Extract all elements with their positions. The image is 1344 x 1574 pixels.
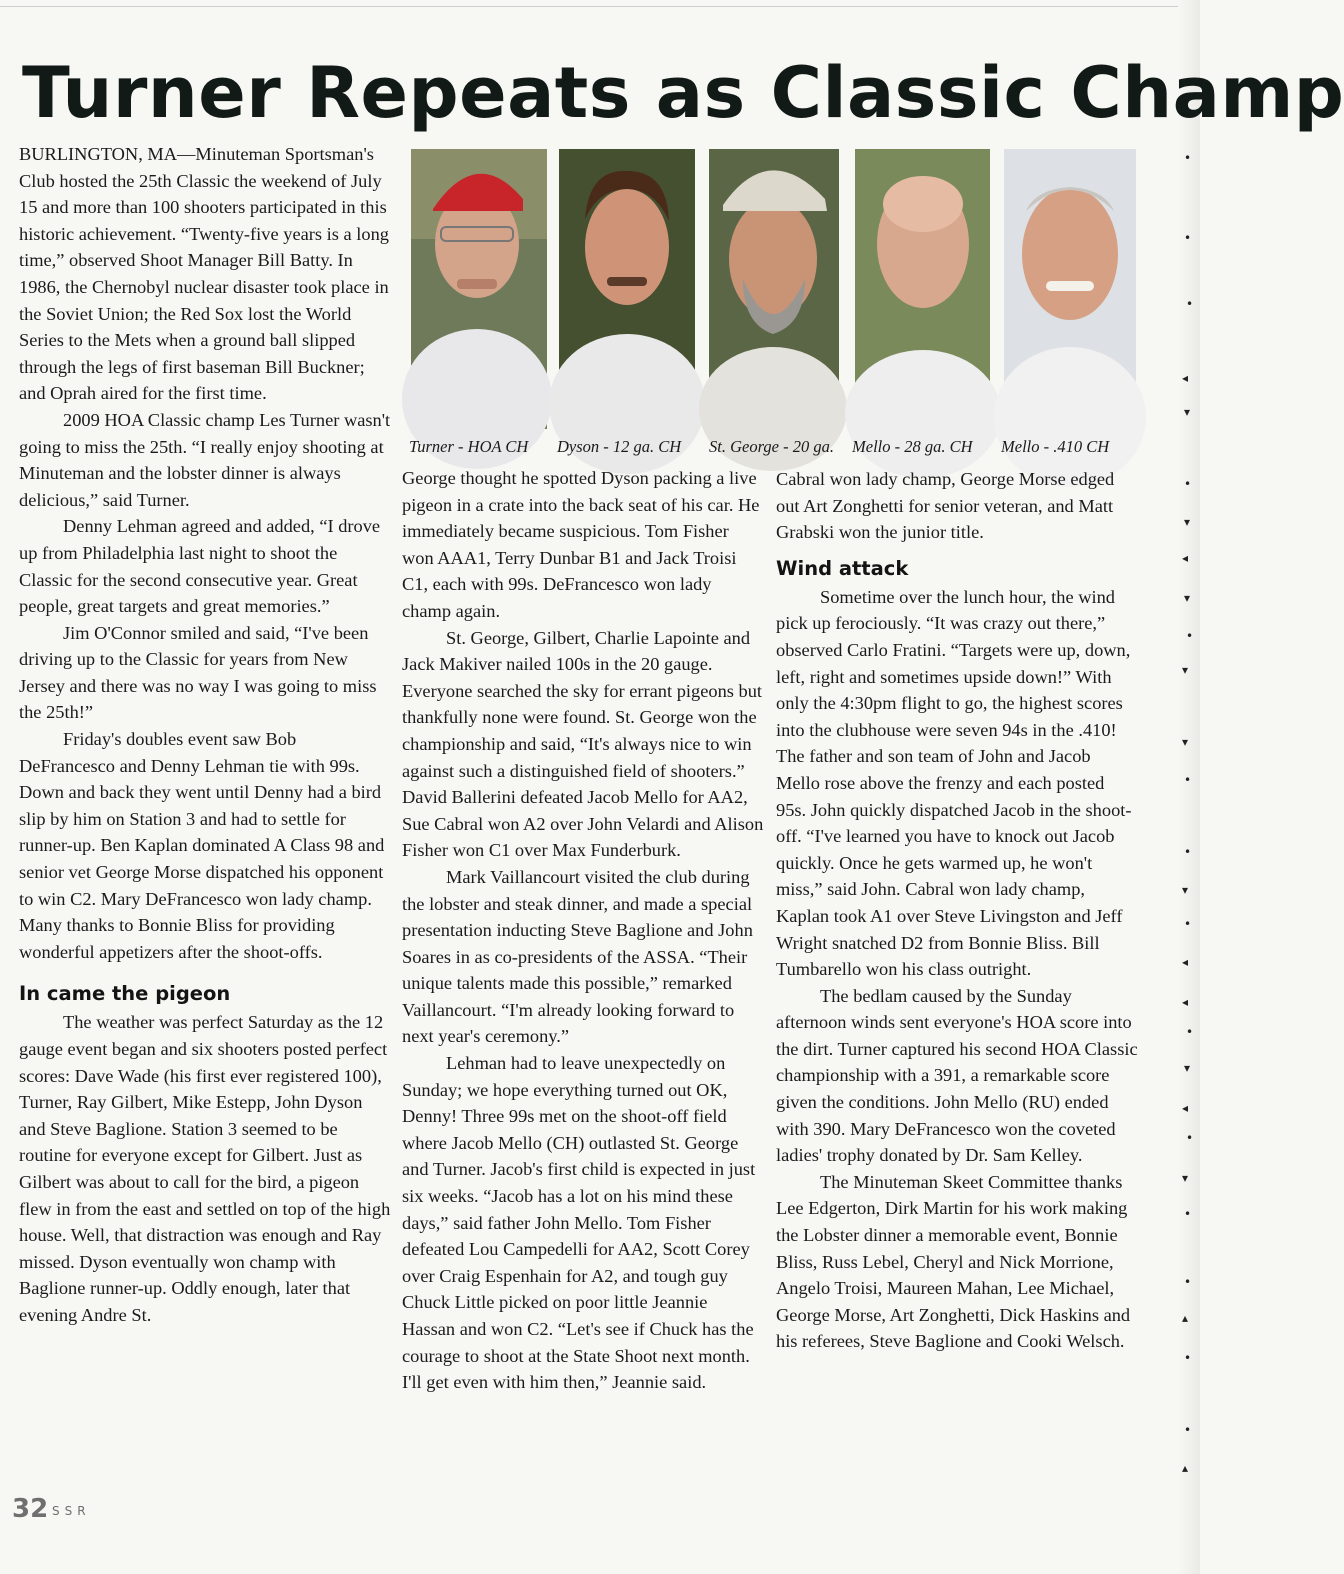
- paragraph: 2009 HOA Classic champ Les Turner wasn't going to miss the 25th. “I really enjoy shooting at Minuteman and the lobster dinner is always delicious,” said Turner.: [19, 409, 391, 510]
- binding-mark: •: [1184, 151, 1192, 165]
- binding-mark: •: [1184, 917, 1192, 931]
- binding-mark: ◂: [1182, 955, 1189, 969]
- binding-mark: ▾: [1182, 663, 1189, 677]
- binding-mark: ▾: [1184, 1061, 1191, 1075]
- binding-mark: •: [1184, 231, 1192, 245]
- paragraph: Cabral won lady champ, George Morse edged out Art Zonghetti for senior veteran, and Matt Grabski won the junior title.: [776, 469, 1115, 543]
- binding-mark: •: [1184, 845, 1192, 859]
- paragraph: Lehman had to leave unexpectedly on Sunday; we hope everything turned out OK, Denny! Three 99s met on the shoot-off field where Jacob Mello (CH) outlasted St. George and Turner. Jacob's first child is expected in just six weeks. “Jacob has a lot on his mind these days,” said father John Mello. Tom Fisher defeated Lou Campedelli for AA2, Scott Corey over Craig Espenhain for A2, and tough guy Chuck Little picked on poor little Jeannie Hassan and won C2. “Let's see if Chuck has the courage to shoot at the State Shoot next month. I'll get even with him then,” Jeannie said.: [402, 1053, 756, 1393]
- paragraph: BURLINGTON, MA—Minuteman Sportsman's Club hosted the 25th Classic the weekend of July 15 and more than 100 shooters participated in this historic achievement. “Twenty-five years is a long time,” observed Shoot Manager Bill Batty. In 1986, the Chernobyl nuclear disaster took place in the Soviet Union; the Red Sox lost the World Series to the Mets when a ground ball slipped through the legs of first baseman Bill Buckner; and Oprah aired for the first time.: [19, 144, 389, 404]
- photo-captions: [409, 434, 1129, 460]
- paragraph: The weather was perfect Saturday as the 12 gauge event began and six shooters posted perfect scores: Dave Wade (his first ever registered 100), Turner, Ray Gilbert, Mike Estepp, John Dyson and Steve Baglione. Station 3 seemed to be routine for everyone except for Gilbert. Just as Gilbert was about to call for the bird, a pigeon flew in from the east and settled on top of the high house. Well, that distraction was enough and Ray missed. Dyson eventually won champ with Baglione runner-up. Oddly enough, later that evening Andre St.: [19, 1012, 391, 1325]
- binding-mark: ▾: [1184, 591, 1191, 605]
- binding-mark: •: [1184, 1275, 1192, 1289]
- binding-mark: ▾: [1182, 735, 1189, 749]
- binding-mark: ▴: [1182, 1461, 1189, 1475]
- publication-name: SSR: [52, 1504, 91, 1518]
- paragraph: Sometime over the lunch hour, the wind pick up ferociously. “It was crazy out there,” observed Carlo Fratini. “Targets were up, down, left, right and sometimes upside down!” With only the 4:30pm flight to go, the highest scores into the clubhouse were seven 94s in the .410! The father and son team of John and Jacob Mello rose above the frenzy and each posted 95s. John quickly dispatched Jacob in the shoot-off. “I've learned you have to knock out Jacob quickly. Once he gets warmed up, he won't miss,” said John. Cabral won lady champ, Kaplan took A1 over Steve Livingston and Jeff Wright snatched D2 from Bonnie Bliss. Bill Tumbarello won his class outright.: [776, 586, 1132, 980]
- paragraph: Mark Vaillancourt visited the club during the lobster and steak dinner, and made a special presentation inducting Steve Baglione and John Soares in as co-presidents of the ASSA. “Their unique talents made this possible,” remarked Vaillancourt. “I'm already looking forward to next year's ceremony.”: [402, 866, 753, 1047]
- paragraph: The Minuteman Skeet Committee thanks Lee Edgerton, Dirk Martin for his work making the Lobster dinner a memorable event, Bonnie Bliss, Russ Lebel, Cheryl and Nick Morrione, Angelo Troisi, Maureen Mahan, Lee Michael, George Morse, Art Zonghetti, Dick Haskins and his referees, Steve Baglione and Cooki Welsch.: [776, 1171, 1131, 1352]
- paragraph: St. George, Gilbert, Charlie Lapointe and Jack Makiver nailed 100s in the 20 gauge. Everyone searched the sky for errant pigeons but thankfully none were found. St. George won the championship and said, “It's always nice to win against such a distinguished field of shooters.” David Ballerini defeated Jacob Mello for AA2, Sue Cabral won A2 over John Velardi and Alison Fisher won C1 over Max Funderburk.: [402, 627, 764, 861]
- binding-mark: •: [1184, 773, 1192, 787]
- paragraph: George thought he spotted Dyson packing a live pigeon in a crate into the back seat of his car. He immediately became suspicious. Tom Fisher won AAA1, Terry Dunbar B1 and Jack Troisi C1, each with 99s. DeFrancesco won lady champ again.: [402, 468, 760, 621]
- binding-mark: •: [1186, 1025, 1194, 1039]
- photo-mello-28: [855, 149, 990, 429]
- binding-mark: •: [1186, 1131, 1194, 1145]
- binding-mark: •: [1184, 1207, 1192, 1221]
- paragraph: Jim O'Connor smiled and said, “I've been driving up to the Classic for years from New Jersey and there was no way I was going to miss the 25th!”: [19, 622, 377, 723]
- paragraph: The bedlam caused by the Sunday afternoon winds sent everyone's HOA score into the dirt. Turner captured his second HOA Classic championship with a 391, a remarkable score given the conditions. John Mello (RU) ended with 390. Mary DeFrancesco won the coveted ladies' trophy donated by Dr. Sam Kelley.: [776, 985, 1138, 1166]
- binding-mark: •: [1184, 1423, 1192, 1437]
- binding-mark: •: [1186, 629, 1194, 643]
- section-heading: In came the pigeon: [19, 982, 231, 1006]
- binding-mark: •: [1184, 477, 1192, 491]
- binding-mark: ▾: [1182, 883, 1189, 897]
- binding-mark: ▴: [1182, 1311, 1189, 1325]
- binding-mark: ◂: [1182, 371, 1189, 385]
- headline: Turner Repeats as Classic Champ: [22, 52, 1344, 134]
- binding-mark: •: [1184, 1351, 1192, 1365]
- binding-mark: •: [1186, 297, 1194, 311]
- photo-st-george: [709, 149, 839, 429]
- article-column-2: [402, 465, 764, 1396]
- photo-turner: [411, 149, 547, 429]
- article-column-3: [776, 466, 1138, 1355]
- paragraph: Friday's doubles event saw Bob DeFrancesco and Denny Lehman tie with 99s. Down and back they went until Denny had a bird slip by him on Station 3 and had to settle for runner-up. Ben Kaplan dominated A Class 98 and senior vet George Morse dispatched his opponent to win C2. Mary DeFrancesco won lady champ. Many thanks to Bonnie Bliss for providing wonderful appetizers after the shoot-offs.: [19, 729, 385, 962]
- page-number: 32: [12, 1494, 49, 1524]
- binding-mark: ◂: [1182, 1101, 1189, 1115]
- caption-dyson: Dyson - 12 ga. CH: [557, 437, 682, 456]
- section-heading: Wind attack: [776, 556, 909, 580]
- caption-mello-410: Mello - .410 CH: [1001, 437, 1110, 456]
- paragraph: Denny Lehman agreed and added, “I drove up from Philadelphia last night to shoot the Classic for the second consecutive year. Great people, great targets and great memories.”: [19, 516, 381, 617]
- photo-strip: [411, 149, 1136, 429]
- binding-mark: ▾: [1184, 405, 1191, 419]
- caption-mello-28: Mello - 28 ga. CH: [852, 437, 973, 456]
- article-column-1: [19, 141, 391, 1329]
- binding-mark: ▾: [1182, 1171, 1189, 1185]
- photo-mello-410: [1004, 149, 1136, 429]
- caption-turner: Turner - HOA CH: [409, 437, 529, 456]
- top-rule: [0, 6, 1200, 7]
- binding-mark: ▾: [1184, 515, 1191, 529]
- binding-mark: ◂: [1182, 995, 1189, 1009]
- binding-mark: ◂: [1182, 551, 1189, 565]
- caption-st-george: St. George - 20 ga.: [709, 437, 834, 456]
- photo-dyson: [559, 149, 695, 429]
